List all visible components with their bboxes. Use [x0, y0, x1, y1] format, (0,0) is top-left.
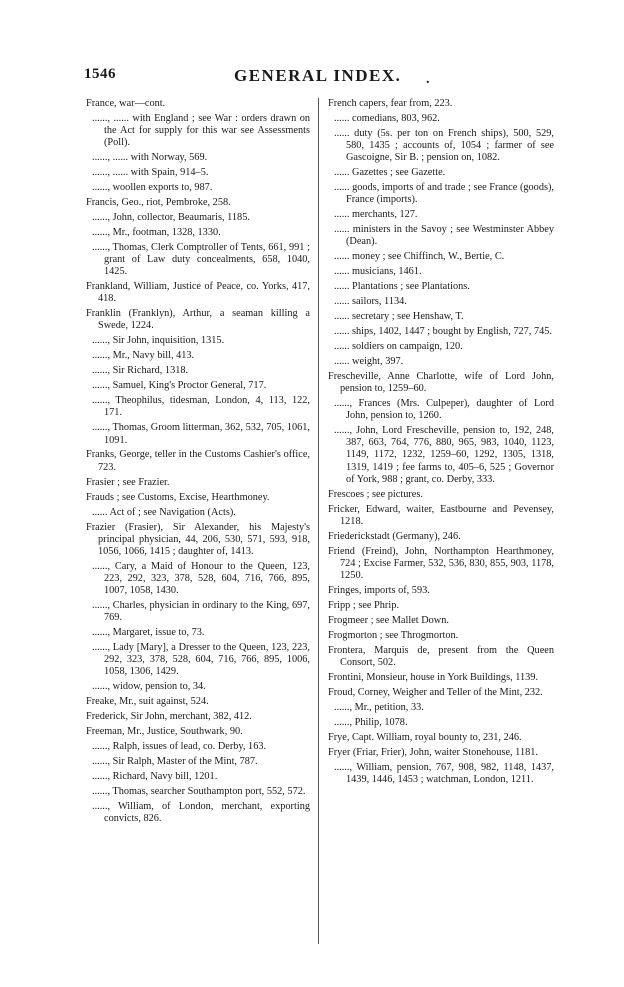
index-entry: ...... comedians, 803, 962.	[334, 112, 440, 124]
index-entry: Franklin (Franklyn), Arthur, a seaman killing a Swede, 1224.	[86, 308, 310, 332]
index-entry: ......, Thomas, Groom litterman, 362, 532, 705, 1061, 1091.	[92, 422, 310, 446]
index-entry: ...... Plantations ; see Plantations.	[334, 281, 470, 293]
index-entry: ......, John, Lord Frescheville, pension to, 192, 248, 387, 663, 764, 776, 880, 965, 983, 1040, 1123, 1149, 1172, 1232, 1259–60, 1292, 1305, 1318, 1319, 1419 ; fee farms to, 405–6, 525 ; Governor of York, 988 ; grant, co. Derby, 333.	[334, 425, 554, 485]
index-entry: ...... duty (5s. per ton on French ships), 500, 529, 580, 1435 ; accounts of, 1054 ; farmer of see Gascoigne, Sir B. ; pension on, 1082.	[334, 127, 554, 164]
right-column	[328, 98, 554, 789]
index-entry: ...... secretary ; see Henshaw, T.	[334, 311, 464, 323]
index-entry: French capers, fear from, 223.	[328, 98, 453, 109]
index-entry: Fricker, Edward, waiter, Eastbourne and Pevensey, 1218.	[328, 503, 554, 527]
index-entry: ...... Gazettes ; see Gazette.	[334, 167, 446, 179]
index-entry: Frogmorton ; see Throgmorton.	[328, 629, 459, 641]
index-entry: Frederick, Sir John, merchant, 382, 412.	[86, 711, 252, 723]
index-entry: ......, Thomas, searcher Southampton port, 552, 572.	[92, 785, 306, 797]
index-entry: ...... Act of ; see Navigation (Acts).	[92, 506, 236, 518]
index-entry: ...... soldiers on campaign, 120.	[334, 341, 463, 353]
index-entry: Frankland, William, Justice of Peace, co. Yorks, 417, 418.	[86, 281, 310, 305]
index-entry: Fringes, imports of, 593.	[328, 584, 430, 596]
index-entry: ......, ...... with Spain, 914–5.	[92, 167, 209, 179]
index-entry: Francis, Geo., riot, Pembroke, 258.	[86, 197, 231, 209]
index-entry: Fryer (Friar, Frier), John, waiter Stonehouse, 1181.	[328, 746, 538, 758]
index-entry: Frescoes ; see pictures.	[328, 488, 423, 500]
index-entry: Freake, Mr., suit against, 524.	[86, 696, 209, 708]
index-entry: Frontera, Marquis de, present from the Queen Consort, 502.	[328, 644, 554, 668]
index-entry: ...... goods, imports of and trade ; see France (goods), France (imports).	[334, 182, 554, 206]
index-entry: ...... ships, 1402, 1447 ; bought by English, 727, 745.	[334, 326, 552, 338]
index-entry: ......, Samuel, King's Proctor General, 717.	[92, 380, 267, 392]
index-entry: ...... ministers in the Savoy ; see Westminster Abbey (Dean).	[334, 224, 554, 248]
index-entry: ......, Mr., petition, 33.	[334, 701, 424, 713]
index-entry: ......, Charles, physician in ordinary to the King, 697, 769.	[92, 599, 310, 623]
page-title: GENERAL INDEX.	[234, 66, 402, 85]
left-column	[86, 98, 310, 828]
index-entry: ......, Sir Ralph, Master of the Mint, 787.	[92, 756, 258, 768]
index-entry: Frazier (Frasier), Sir Alexander, his Majesty's principal physician, 44, 206, 530, 571, 593, 918, 1056, 1066, 1415 ; daughter of, 1413.	[86, 521, 310, 557]
index-entry: ......, widow, pension to, 34.	[92, 681, 206, 693]
index-entry: ......, Mr., Navy bill, 413.	[92, 350, 195, 362]
column-divider	[318, 98, 319, 944]
index-entry: Frauds ; see Customs, Excise, Hearthmoney.	[86, 491, 270, 503]
index-entry: Frescheville, Anne Charlotte, wife of Lord John, pension to, 1259–60.	[328, 371, 554, 395]
index-entry: Freeman, Mr., Justice, Southwark, 90.	[86, 726, 243, 738]
index-entry: ......, Cary, a Maid of Honour to the Queen, 123, 223, 292, 323, 378, 528, 604, 716, 766, 895, 1007, 1058, 1430.	[92, 560, 310, 596]
index-entry: ...... musicians, 1461.	[334, 266, 422, 278]
index-entry: ......, Theophilus, tidesman, London, 4, 113, 122, 171.	[92, 395, 310, 419]
page-header	[84, 66, 554, 90]
index-entry: ......, Ralph, issues of lead, co. Derby, 163.	[92, 741, 267, 753]
index-entry: ......, Richard, Navy bill, 1201.	[92, 771, 218, 782]
index-entry: Frye, Capt. William, royal bounty to, 231, 246.	[328, 731, 522, 743]
index-entry: ......, Sir Richard, 1318.	[92, 365, 189, 377]
index-entry: ......, Mr., footman, 1328, 1330.	[92, 227, 221, 239]
index-entry: Franks, George, teller in the Customs Cashier's office, 723.	[86, 449, 310, 473]
index-entry: Frogmeer ; see Mallet Down.	[328, 614, 449, 626]
index-entry: France, war—cont.	[86, 98, 166, 109]
index-entry: ......, Thomas, Clerk Comptroller of Tents, 661, 991 ; grant of Law duty concealments, 658, 1040, 1425.	[92, 242, 310, 278]
index-entry: ...... money ; see Chiffinch, W., Bertie, C.	[334, 251, 505, 263]
index-entry: ......, William, pension, 767, 908, 982, 1148, 1437, 1439, 1446, 1453 ; watchman, London, 1211.	[334, 761, 554, 785]
header-mark: .	[426, 72, 430, 87]
index-entry: ......, ...... with England ; see War : orders drawn on the Act for supply for this war see Assessments (Poll).	[92, 112, 310, 149]
index-entry: Fripp ; see Phrip.	[328, 599, 399, 611]
index-entry: ......, Lady [Mary], a Dresser to the Queen, 123, 223, 292, 323, 378, 528, 604, 716, 766, 895, 1006, 1058, 1306, 1429.	[92, 641, 310, 678]
index-entry: ......, Frances (Mrs. Culpeper), daughter of Lord John, pension to, 1260.	[334, 398, 554, 422]
index-entry: Frontini, Monsieur, house in York Buildings, 1139.	[328, 671, 539, 683]
index-entry: Friederickstadt (Germany), 246.	[328, 530, 461, 542]
index-entry: ......, Margaret, issue to, 73.	[92, 626, 205, 638]
page-number: 1546	[84, 66, 116, 82]
index-entry: ......, John, collector, Beaumaris, 1185.	[92, 212, 250, 224]
index-entry: Friend (Freind), John, Northampton Hearthmoney, 724 ; Excise Farmer, 532, 536, 830, 855, 903, 1178, 1250.	[328, 545, 554, 581]
index-entry: ......, woollen exports to, 987.	[92, 182, 213, 194]
index-entry: Froud, Corney, Weigher and Teller of the Mint, 232.	[328, 686, 543, 698]
index-entry: ...... merchants, 127.	[334, 209, 418, 221]
index-entry: ...... sailors, 1134.	[334, 296, 407, 308]
index-entry: ......, Sir John, inquisition, 1315.	[92, 335, 225, 347]
index-entry: ......, Philip, 1078.	[334, 716, 408, 728]
index-entry: ......, William, of London, merchant, exporting convicts, 826.	[92, 800, 310, 825]
index-entry: ...... weight, 397.	[334, 356, 404, 368]
index-entry: ......, ...... with Norway, 569.	[92, 152, 208, 164]
index-entry: Frasier ; see Frazier.	[86, 476, 170, 488]
